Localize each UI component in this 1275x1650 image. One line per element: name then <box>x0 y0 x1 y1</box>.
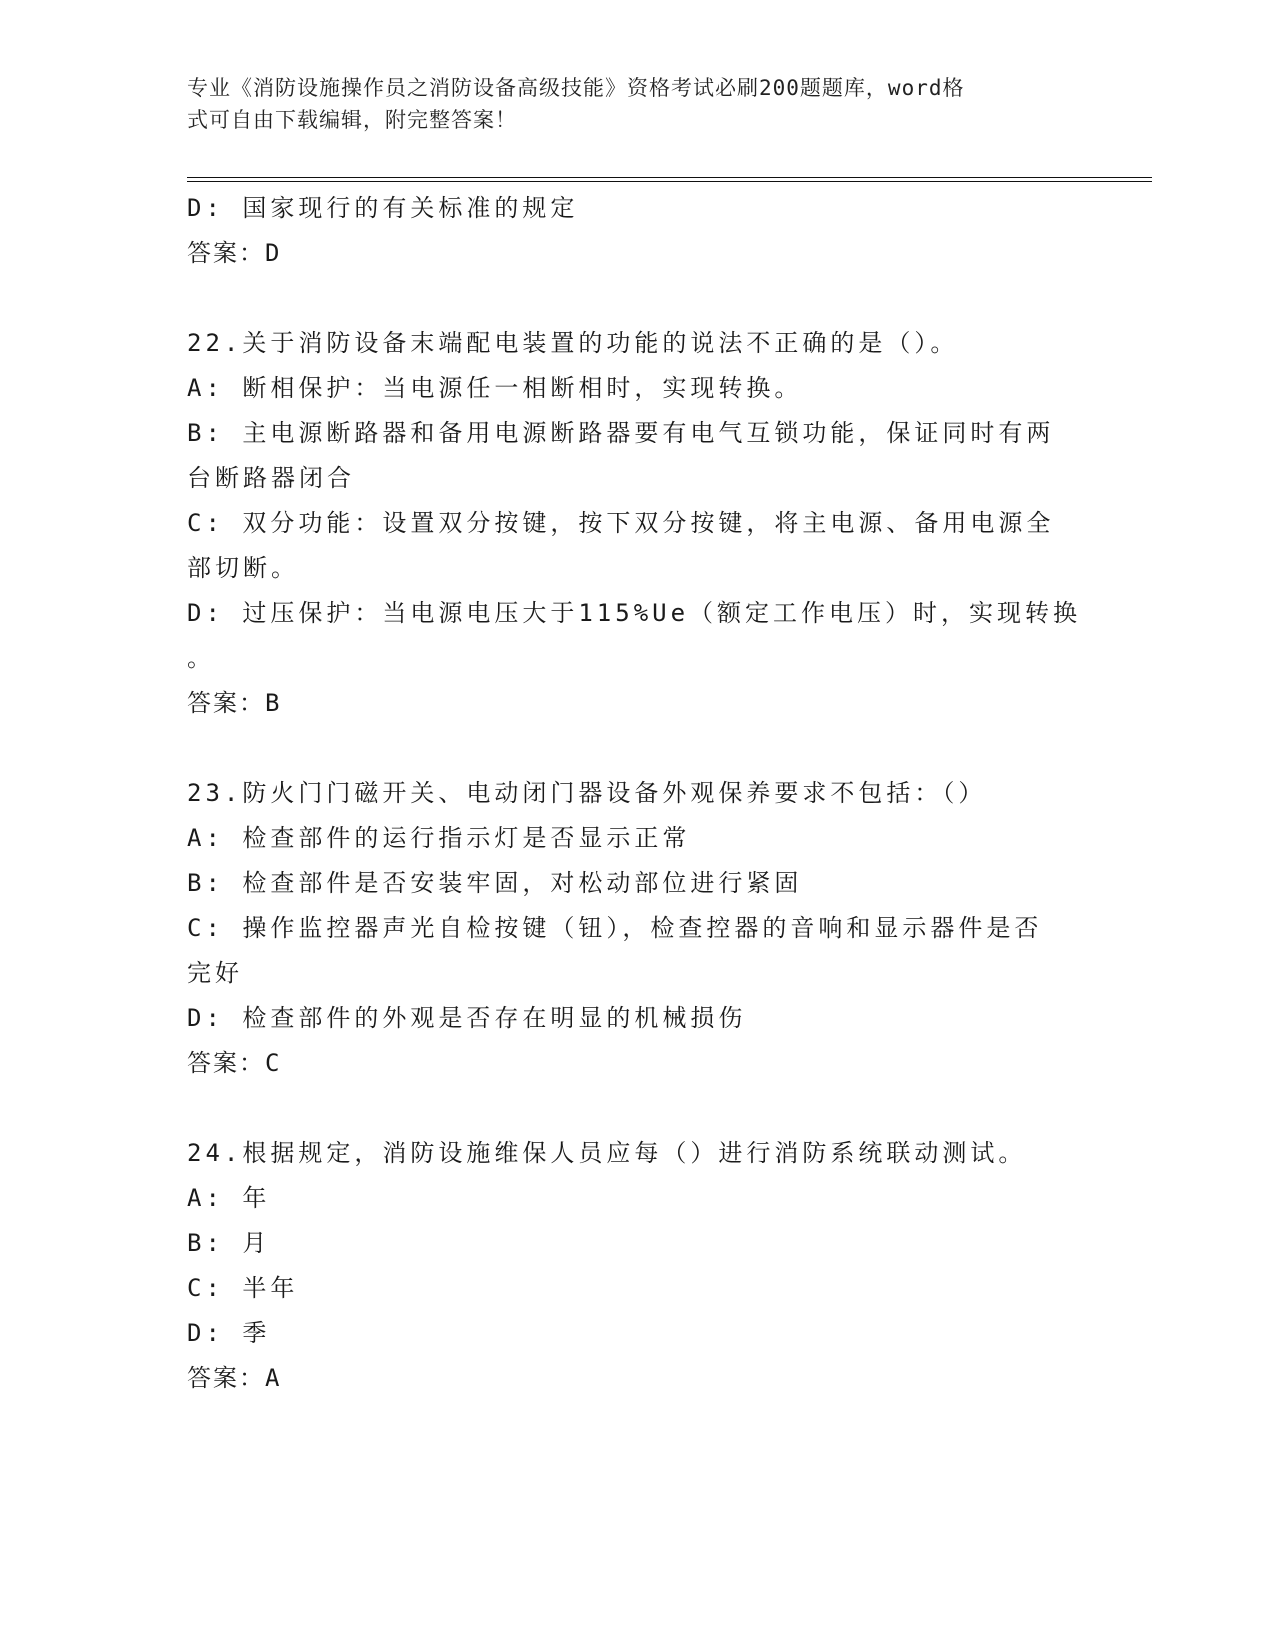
answer-value: D <box>265 239 282 267</box>
question-answer <box>187 681 1087 726</box>
q21-answer <box>187 231 1087 276</box>
header-divider-bottom <box>187 181 1152 182</box>
answer-label: 答案： <box>187 1049 265 1077</box>
question-23 <box>187 771 1087 1086</box>
answer-label: 答案： <box>187 689 265 717</box>
document-body <box>187 186 1087 1401</box>
question-answer <box>187 1356 1087 1401</box>
question-stem: 22.关于消防设备末端配电装置的功能的说法不正确的是（）。 <box>187 329 959 357</box>
question-24 <box>187 1131 1087 1401</box>
question-stem: 23.防火门门磁开关、电动闭门器设备外观保养要求不包括：（） <box>187 779 987 807</box>
option-a: A: 断相保护：当电源任一相断相时，实现转换。 <box>187 374 803 402</box>
question-spacer <box>187 276 1087 321</box>
header-line-2: 式可自由下载编辑，附完整答案！ <box>187 108 517 132</box>
answer-value: A <box>265 1364 282 1392</box>
option-d: D: 检查部件的外观是否存在明显的机械损伤 <box>187 1004 747 1032</box>
question-stem: 24.根据规定，消防设施维保人员应每（）进行消防系统联动测试。 <box>187 1139 1027 1167</box>
option-a: A: 年 <box>187 1184 271 1212</box>
question-22 <box>187 321 1087 726</box>
option-c-line-2: 部切断。 <box>187 554 299 582</box>
q21-option-d: D: 国家现行的有关标准的规定 <box>187 194 579 222</box>
option-d-line-1: D: 过压保护：当电源电压大于115%Ue（额定工作电压）时，实现转换 <box>187 599 1082 627</box>
option-b: B: 检查部件是否安装牢固，对松动部位进行紧固 <box>187 869 803 897</box>
option-d: D: 季 <box>187 1319 271 1347</box>
question-answer <box>187 1041 1087 1086</box>
option-a: A: 检查部件的运行指示灯是否显示正常 <box>187 824 691 852</box>
option-c-line-1: C: 双分功能：设置双分按键，按下双分按键，将主电源、备用电源全 <box>187 509 1055 537</box>
header-line-1: 专业《消防设施操作员之消防设备高级技能》资格考试必刷200题题库，word格 <box>187 76 965 100</box>
answer-label: 答案： <box>187 1364 265 1392</box>
option-b-line-1: B: 主电源断路器和备用电源断路器要有电气互锁功能，保证同时有两 <box>187 419 1055 447</box>
option-c-line-2: 完好 <box>187 959 243 987</box>
document-header <box>187 72 1067 136</box>
question-spacer <box>187 1086 1087 1131</box>
option-c-line-1: C: 操作监控器声光自检按键（钮），检查控器的音响和显示器件是否 <box>187 914 1043 942</box>
header-divider-top <box>187 177 1152 178</box>
option-b: B: 月 <box>187 1229 271 1257</box>
answer-value: C <box>265 1049 282 1077</box>
answer-label: 答案： <box>187 239 265 267</box>
question-spacer <box>187 726 1087 771</box>
answer-value: B <box>265 689 282 717</box>
option-b-line-2: 台断路器闭合 <box>187 464 355 492</box>
option-d-line-2: 。 <box>187 644 215 672</box>
option-c: C: 半年 <box>187 1274 299 1302</box>
